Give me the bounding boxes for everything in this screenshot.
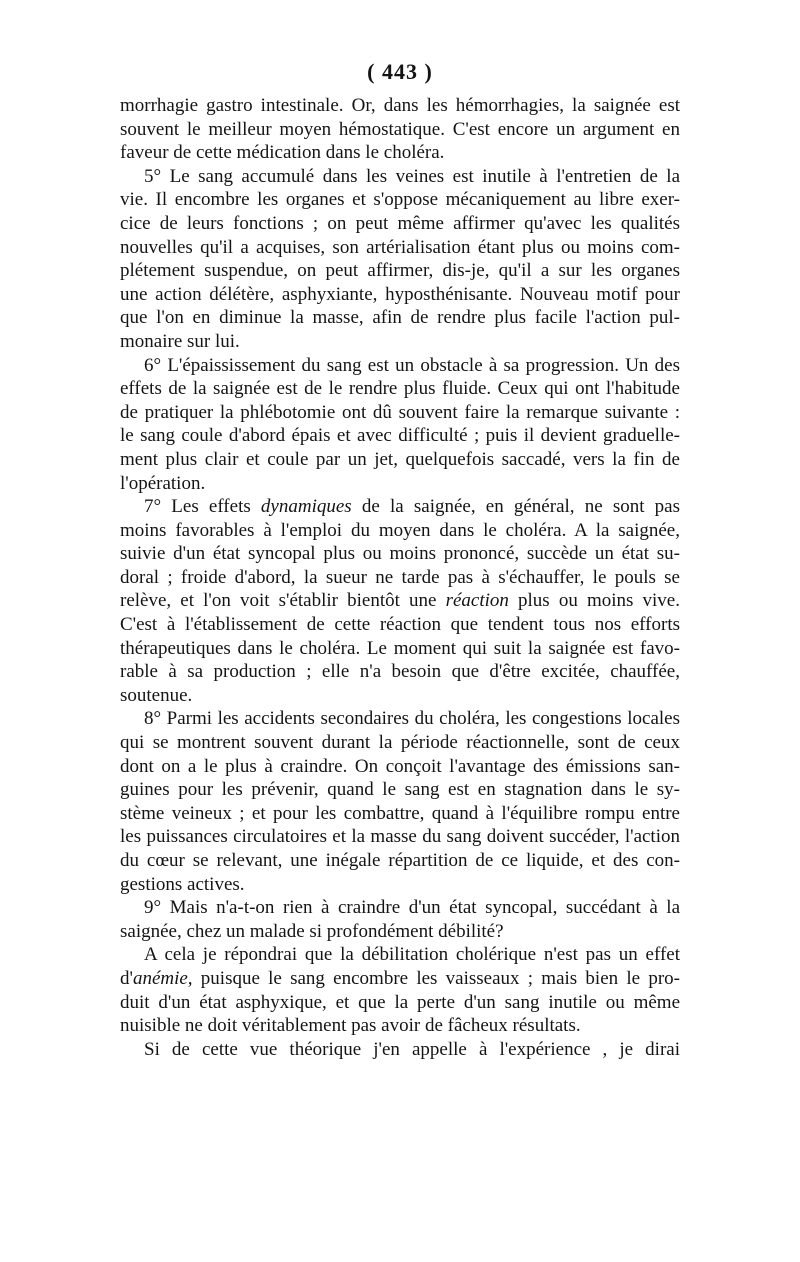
text-line [120, 967, 680, 991]
text-line: doral ; froide d'abord, la sueur ne tarde pas à s'échauffer, le pouls se [120, 566, 680, 588]
text-line: Si de cette vue théorique j'en appelle à l'expérience , je dirai [144, 1038, 680, 1060]
text-segment: puisque le sang encombre les vaisseaux ; mais bien le pro- [192, 967, 680, 989]
text-line: que l'on en diminue la masse, afin de rendre plus facile l'action pul- [120, 307, 680, 329]
body-text [120, 94, 680, 1061]
text-line: une action délétère, asphyxiante, hyposthénisante. Nouveau motif pour [120, 283, 680, 305]
text-line: 9° Mais n'a-t-on rien à craindre d'un état syncopal, succédant à la [144, 897, 680, 919]
text-line: thérapeutiques dans le choléra. Le moment qui suit la saignée est favo- [120, 637, 680, 659]
text-segment: plus ou moins vive. [508, 590, 680, 612]
text-line: moins favorables à l'emploi du moyen dans le choléra. A la saignée, [120, 519, 680, 541]
text-line: soutenue. [120, 684, 193, 706]
italic-term: anémie, [132, 967, 193, 989]
italic-term: réaction [445, 590, 509, 612]
text-line: rable à sa production ; elle n'a besoin que d'être excitée, chauffée, [120, 661, 680, 683]
text-line: faveur de cette médication dans le choléra. [120, 142, 445, 164]
text-line: du cœur se relevant, une inégale répartition de ce liquide, et des con- [120, 850, 680, 871]
text-line: suivie d'un état syncopal plus ou moins prononcé, succède un état su- [120, 543, 680, 565]
text-line: 5° Le sang accumulé dans les veines est inutile à l'entretien de la [144, 165, 680, 187]
text-line: de pratiquer la phlébotomie ont dû souvent faire la remarque suivante : [120, 401, 680, 423]
text-line: saignée, chez un malade si profondément débilité? [120, 920, 504, 942]
italic-term: dynamiques [260, 496, 352, 518]
text-line: plétement suspendue, on peut affirmer, dis-je, qu'il a sur les organes [120, 260, 680, 282]
text-line: effets de la saignée est de le rendre plus fluide. Ceux qui ont l'habitude [120, 378, 680, 400]
text-segment: d' [120, 967, 133, 989]
text-line: monaire sur lui. [120, 330, 240, 352]
text-line: qui se montrent souvent durant la période réactionnelle, sont de ceux [120, 732, 680, 754]
text-segment: de la saignée, en général, ne sont pas [351, 496, 680, 518]
text-line: vie. Il encombre les organes et s'oppose mécaniquement au libre exer- [120, 189, 680, 211]
text-line: l'opération. [120, 472, 206, 494]
text-line: duit d'un état asphyxique, et que la perte d'un sang inutile ou même [120, 991, 680, 1013]
text-line: nouvelles qu'il a acquises, son artérialisation étant plus ou moins com- [120, 236, 680, 258]
text-line: guines pour les prévenir, quand le sang est en stagnation dans le sy- [120, 779, 680, 801]
text-line: morrhagie gastro intestinale. Or, dans les hémorrhagies, la saignée est [120, 95, 680, 116]
text-segment: 7° Les effets [144, 496, 261, 518]
text-line: le sang coule d'abord épais et avec difficulté ; puis il devient graduelle- [120, 425, 680, 447]
text-line: 6° L'épaississement du sang est un obstacle à sa progression. Un des [144, 354, 680, 376]
text-line: cice de leurs fonctions ; on peut même affirmer qu'avec les qualités [120, 212, 680, 234]
text-line: les puissances circulatoires et la masse du sang doivent succéder, l'action [120, 826, 680, 848]
text-line [120, 589, 680, 613]
text-line: nuisible ne doit véritablement pas avoir de fâcheux résultats. [120, 1015, 581, 1037]
page-number: ( 443 ) [367, 59, 433, 84]
text-line: C'est à l'établissement de cette réaction que tendent tous nos efforts [120, 614, 680, 636]
text-segment: relève, et l'on voit s'établir bientôt une [120, 590, 446, 612]
text-line [120, 495, 680, 519]
text-line: dont on a le plus à craindre. On conçoit l'avantage des émissions san- [120, 755, 680, 777]
text-line: ment plus clair et coule par un jet, quelquefois saccadé, vers la fin de [120, 448, 680, 470]
text-line: A cela je répondrai que la débilitation cholérique n'est pas un effet [144, 944, 680, 966]
text-line: gestions actives. [120, 873, 245, 895]
text-line: souvent le meilleur moyen hémostatique. C'est encore un argument en [120, 118, 680, 140]
text-line: 8° Parmi les accidents secondaires du choléra, les congestions locales [144, 708, 680, 730]
text-line: stème veineux ; et pour les combattre, quand à l'équilibre rompu entre [120, 802, 680, 824]
